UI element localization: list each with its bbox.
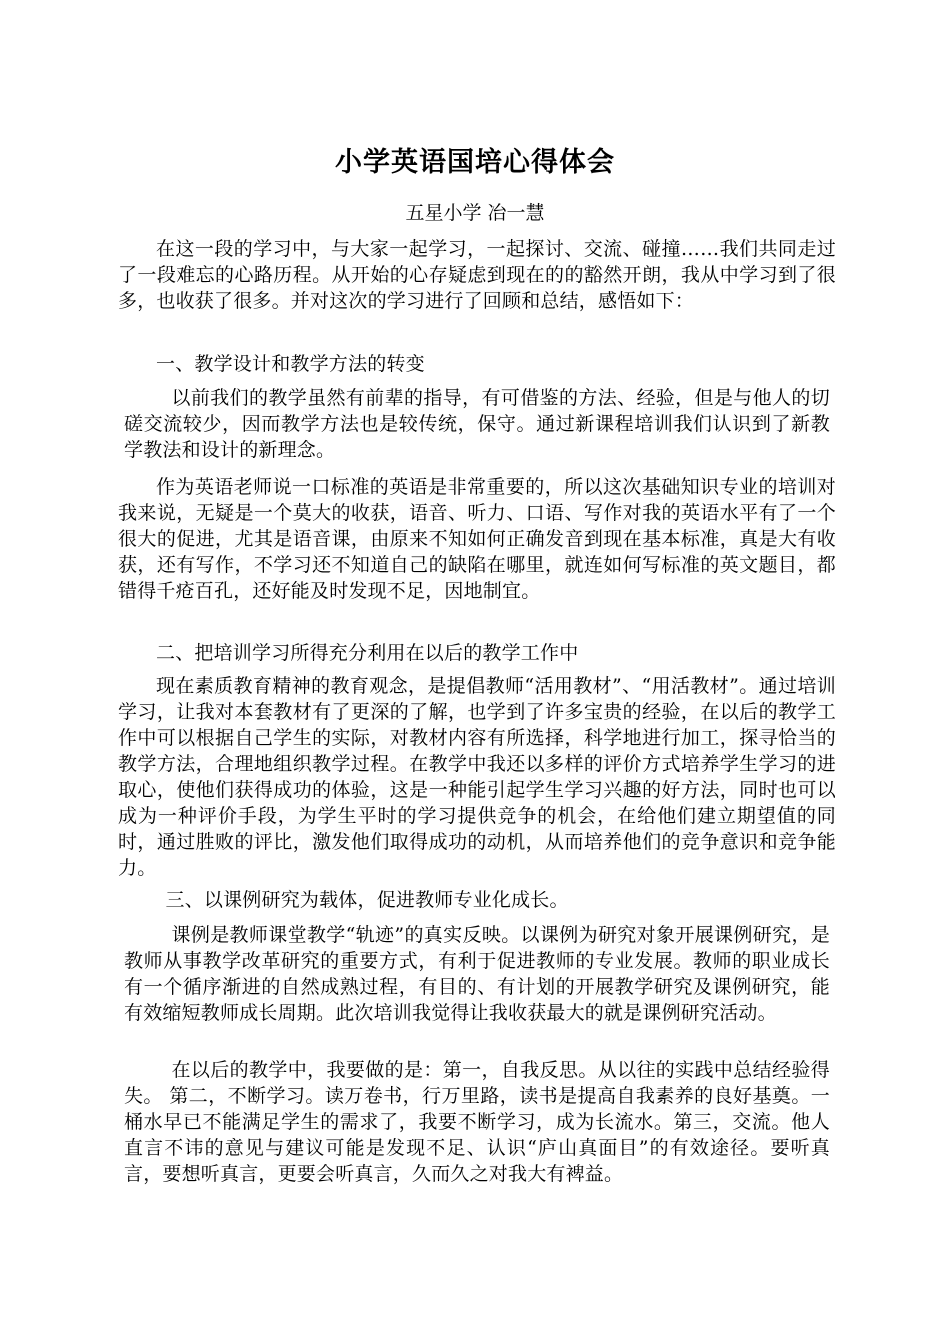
intro-paragraph: 在这一段的学习中，与大家一起学习，一起探讨、交流、碰撞……我们共同走过了一段难忘的心路历程。从开始的心存疑虑到现在的的豁然开朗，我从中学习到了很多，也收获了很多。并对这次的学习进行了回顾和总结，感悟如下： bbox=[118, 238, 836, 312]
section-heading-3: 三、以课例研究为载体，促进教师专业化成长。 bbox=[165, 889, 569, 911]
body-paragraph: 课例是教师课堂教学“轨迹”的真实反映。以课例为研究对象开展课例研究，是教师从事教学改革研究的重要方式，有利于促进教师的专业发展。教师的职业成长有一个循序渐进的自然成熟过程，有目的、有计划的开展教学研究及课例研究，能有效缩短教师成长周期。此次培训我觉得让我收获最大的就是课例研究活动。 bbox=[124, 924, 830, 1024]
section-heading-2: 二、把培训学习所得充分利用在以后的教学工作中 bbox=[156, 642, 579, 664]
closing-paragraph: 在以后的教学中，我要做的是：第一，自我反思。从以往的实践中总结经验得失。 第二，不断学习。读万卷书，行万里路，读书是提高自我素养的良好基奠。一桶水早已不能满足学生的需求了，我要不断学习，成为长流水。第三，交流。他人直言不讳的意见与建议可能是发现不足、认识“庐山真面目”的有效途径。要听真言，要想听真言，更要会听真言，久而久之对我大有裨益。 bbox=[124, 1059, 830, 1185]
author-line: 五星小学 冶一慧 bbox=[405, 202, 545, 224]
document-title: 小学英语国培心得体会 bbox=[335, 147, 615, 178]
body-paragraph: 作为英语老师说一口标准的英语是非常重要的，所以这次基础知识专业的培训对我来说，无疑是一个莫大的收获，语音、听力、口语、写作对我的英语水平有了一个很大的促进，尤其是语音课，由原来不知如何正确发音到现在基本标准，真是大有收获，还有写作，不学习还不知道自己的缺陷在哪里，就连如何写标准的英文题目，都错得千疮百孔，还好能及时发现不足，因地制宜。 bbox=[118, 476, 836, 602]
body-paragraph: 现在素质教育精神的教育观念，是提倡教师“活用教材”、“用活教材”。通过培训学习，让我对本套教材有了更深的了解，也学到了许多宝贵的经验，在以后的教学工作中可以根据自己学生的实际，对教材内容有所选择，科学地进行加工，探寻恰当的教学方法，合理地组织教学过程。在教学中我还以多样的评价方式培养学生学习的进取心，使他们获得成功的体验，这是一种能引起学生学习兴趣的好方法，同时也可以成为一种评价手段，为学生平时的学习提供竞争的机会，在给他们建立期望值的同时，通过胜败的评比，激发他们取得成功的动机，从而培养他们的竞争意识和竞争能力。 bbox=[118, 675, 836, 879]
body-paragraph: 以前我们的教学虽然有前辈的指导，有可借鉴的方法、经验，但是与他人的切磋交流较少，因而教学方法也是较传统，保守。通过新课程培训我们认识到了新教学教法和设计的新理念。 bbox=[124, 387, 830, 461]
section-heading-1: 一、教学设计和教学方法的转变 bbox=[156, 353, 425, 375]
